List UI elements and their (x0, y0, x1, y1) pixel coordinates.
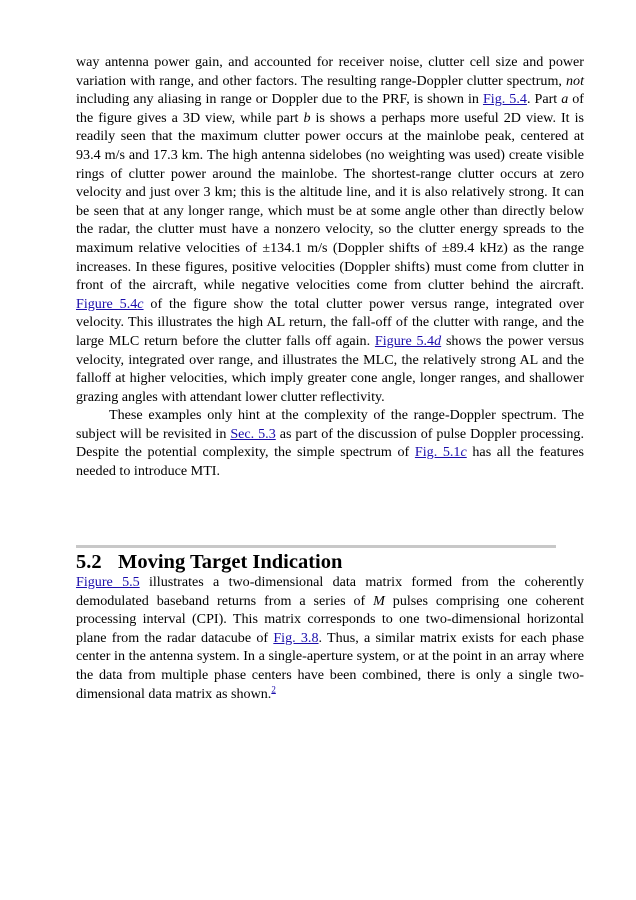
paragraph-examples (76, 406, 584, 480)
text-span: These examples only hint at the complexity of the range-Doppler spectrum. The subject will be revisited in (76, 407, 584, 442)
link-sec-5-3[interactable]: Sec. 5.3 (230, 425, 276, 442)
paragraph-range-doppler-spectrum (76, 53, 584, 406)
paragraph-data-matrix (76, 573, 584, 703)
body-text-lower (76, 573, 584, 703)
link-figure-5-4d[interactable] (375, 333, 441, 349)
emphasis-part-b: b (303, 109, 311, 126)
section-title: Moving Target Indication (118, 551, 343, 573)
link-text: Figure 5.4 (374, 332, 435, 349)
link-text: Figure 5.4 (76, 295, 138, 312)
footnote-link[interactable]: 2 (271, 683, 276, 694)
link-text-italic: c (460, 444, 467, 461)
text-span: . Thus, a similar matrix exists for each phase center in the antenna system. In a single-aperture system, or at the point in an array where the data from multiple phase centers have been combined, there is only a single two-dimensional data matrix as shown. (76, 629, 585, 702)
text-span: way antenna power gain, and accounted for receiver noise, clutter cell size and power variation with range, and other factors. The resulting range-Doppler clutter spectrum, (76, 54, 584, 89)
text-span: . Part (526, 91, 562, 108)
text-span: as part of the discussion of pulse Doppler processing. Despite the potential complexity, the simple spectrum of (76, 425, 585, 461)
emphasis-m: M (373, 592, 385, 609)
section-number: 5.2 (76, 551, 102, 573)
body-text-upper (76, 53, 584, 481)
link-fig-3-8[interactable]: Fig. 3.8 (273, 629, 319, 646)
text-span: is shows a perhaps more useful 2D view. It is readily seen that the maximum clutter power occurs at the mainlobe peak, centered at 93.4 m/s and 17.3 km. The high antenna sidelobes (no weighting was used) create visible rings of clutter power around the mainlobe. The shortest-range clutter occurs at zero velocity and just over 3 km; this is the altitude line, and it is also relatively strong. It can be seen that at any longer range, which must be at some angle other than directly below the radar, the clutter must have a nonzero velocity, so the clutter energy spreads to the maximum relative velocities of ±134.1 m/s (Doppler shifts of ±89.4 kHz) as the range increases. In these figures, positive velocities (Doppler shifts) must come from clutter in front of the aircraft, while negative velocities come from clutter behind the aircraft. (76, 109, 585, 294)
link-fig-5-4[interactable]: Fig. 5.4 (482, 91, 527, 108)
text-span: of the figure show the total clutter power versus range, integrated over velocity. This illustrates the high AL return, the fall-off of the clutter with range, and the large MLC return before the clutter falls off again. (76, 295, 585, 349)
text-span: illustrates a two-dimensional data matrix formed from the coherently demodulated baseband returns from a series of (76, 574, 585, 609)
text-span: pulses comprising one coherent processing interval (CPI). This matrix corresponds to one two-dimensional horizontal plane from the radar datacube of (76, 592, 584, 646)
text-span: including any aliasing in range or Doppler due to the PRF, is shown in (76, 91, 483, 108)
link-figure-5-5[interactable]: Figure 5.5 (76, 574, 140, 590)
link-text: Fig. 5.1 (414, 444, 461, 461)
link-figure-5-4c[interactable] (76, 296, 144, 312)
text-span: has all the features needed to introduce MTI. (76, 444, 584, 480)
emphasis-part-a: a (561, 91, 569, 108)
section-heading (76, 548, 342, 576)
text-span: of the figure gives a 3D view, while part (76, 91, 585, 126)
link-text-italic: d (434, 332, 442, 349)
emphasis-not: not (565, 72, 584, 89)
text-span: shows the power versus velocity, integrated over range, and illustrates the MLC, the relatively strong AL and the falloff at higher velocities, which imply greater cone angle, longer ranges, and shallower grazing angles with attendant lower clutter reflectivity. (76, 332, 585, 405)
link-fig-5-1c[interactable] (415, 444, 467, 460)
link-text-italic: c (137, 295, 144, 312)
